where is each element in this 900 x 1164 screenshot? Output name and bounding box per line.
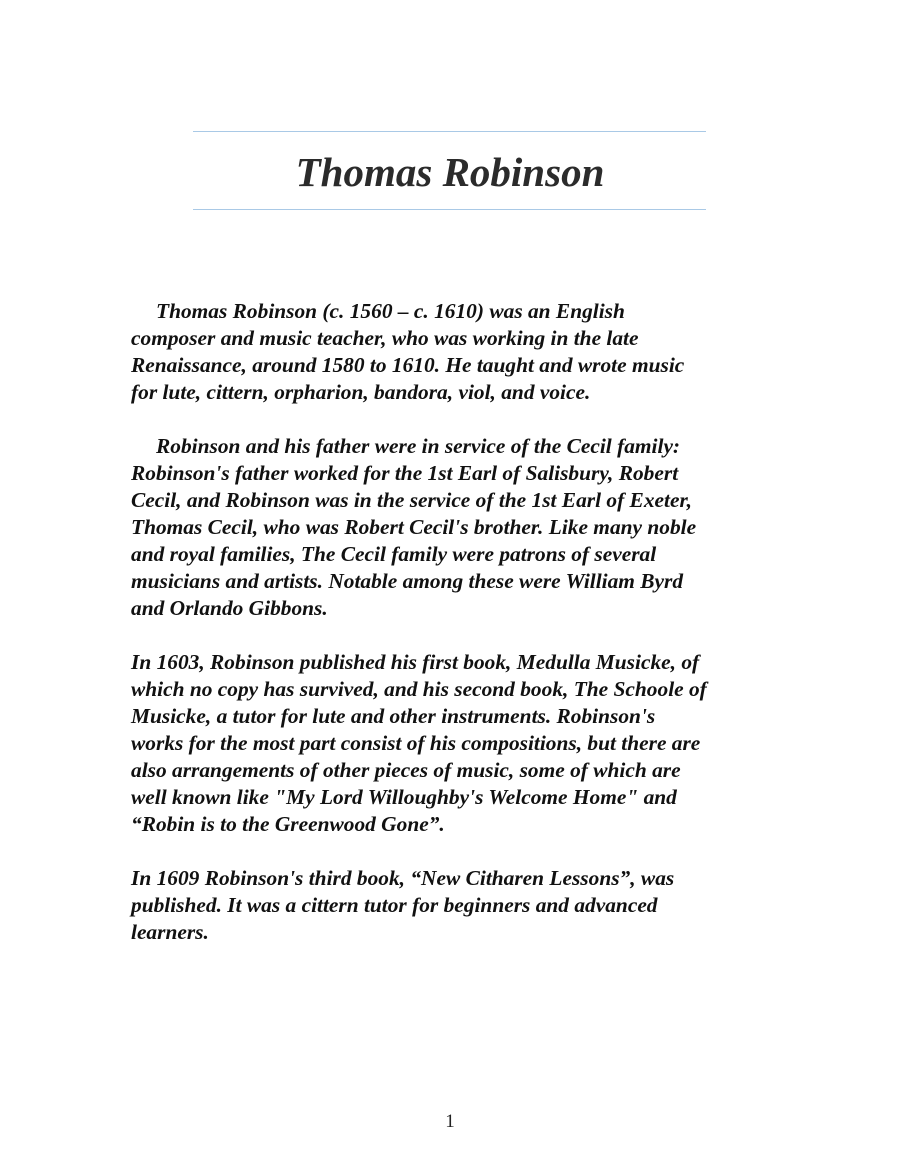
text-line: Robinson's father worked for the 1st Earl of Salisbury, Robert	[131, 461, 679, 485]
text-line: In 1603, Robinson published his first book, Medulla Musicke, of	[131, 650, 700, 674]
text-line: for lute, cittern, orpharion, bandora, viol, and voice.	[131, 380, 591, 404]
text-line: In 1609 Robinson's third book, “New Citharen Lessons”, was	[131, 866, 675, 890]
text-line: learners.	[131, 920, 209, 944]
text-line: and Orlando Gibbons.	[131, 596, 328, 620]
text-line: Renaissance, around 1580 to 1610. He taught and wrote music	[131, 353, 685, 377]
text-line: works for the most part consist of his compositions, but there are	[131, 731, 701, 755]
text-line: and royal families, The Cecil family were patrons of several	[131, 542, 657, 566]
text-line: Thomas Robinson (c. 1560 – c. 1610) was an English	[156, 299, 625, 323]
text-line: Musicke, a tutor for lute and other instruments. Robinson's	[131, 704, 656, 728]
text-line: musicians and artists. Notable among these were William Byrd	[131, 569, 684, 593]
text-line: Thomas Cecil, who was Robert Cecil's brother. Like many noble	[131, 515, 697, 539]
text-line: published. It was a cittern tutor for beginners and advanced	[131, 893, 658, 917]
title-rule-top	[193, 131, 706, 132]
paragraph-cecil-family	[131, 433, 791, 622]
paragraph-intro	[131, 298, 791, 406]
text-line: also arrangements of other pieces of music, some of which are	[131, 758, 681, 782]
paragraph-publications-1603	[131, 649, 791, 838]
text-line: which no copy has survived, and his second book, The Schoole of	[131, 677, 707, 701]
title-rule-bottom	[193, 209, 706, 210]
text-line: Robinson and his father were in service of the Cecil family:	[156, 434, 681, 458]
text-line: composer and music teacher, who was working in the late	[131, 326, 639, 350]
paragraph-publications-1609	[131, 865, 791, 946]
document-body	[131, 298, 791, 973]
text-line: Cecil, and Robinson was in the service of the 1st Earl of Exeter,	[131, 488, 692, 512]
page-number: 1	[445, 1111, 455, 1132]
text-line: well known like "My Lord Willoughby's Welcome Home" and	[131, 785, 677, 809]
page-title: Thomas Robinson	[295, 149, 605, 195]
text-line: “Robin is to the Greenwood Gone”.	[131, 812, 445, 836]
